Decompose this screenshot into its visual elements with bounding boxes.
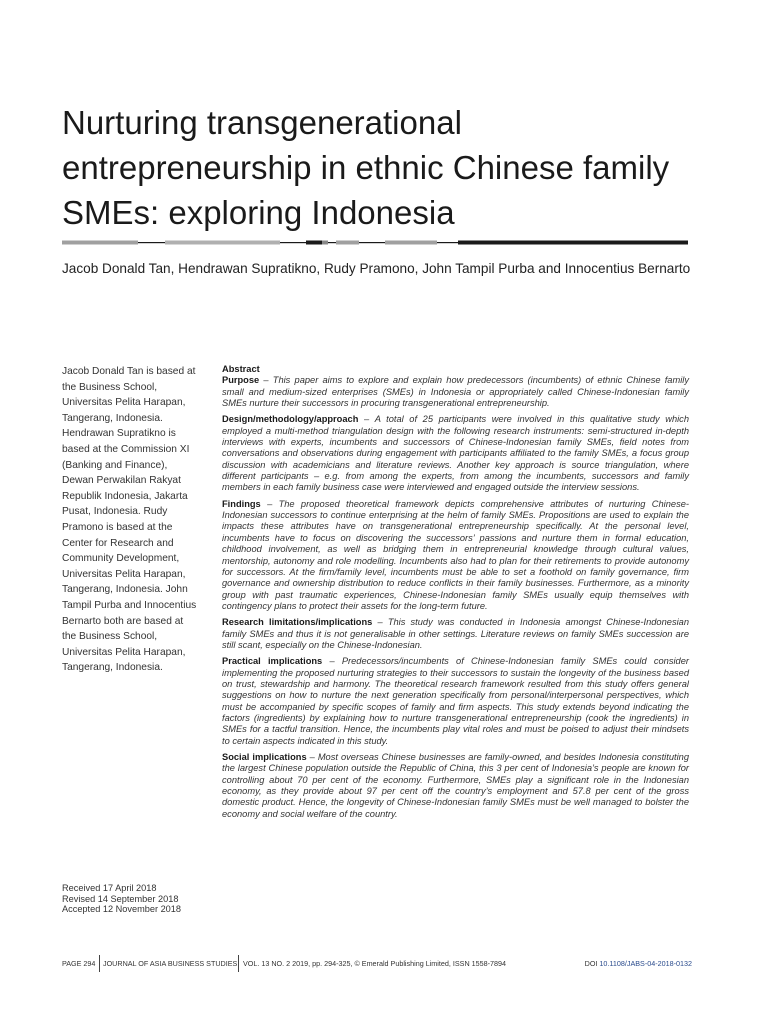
accepted-date: Accepted 12 November 2018 [62, 904, 182, 915]
section-text: The proposed theoretical framework depicts comprehensive attributes of nurturing Chinese-Indonesian successors to continue enterprising at the helm of family SMEs. Propositions are used to explain the impacts these attributes have on transgenerational entrepreneurship specifically. At the personal level, incumbents have to focus on discovering the successors’ passions and nurture them in formal education, childhood involvement, as well as bridging them in entrepreneurial knowledge through cultural values, mentorship, autonomy and role modelling. Incumbents also had to plan for their retirements to provide autonomy for successors. At the firm/family level, incumbents must be able to set a foothold on family governance, firm governance and ownership distribution to reduce conflicts in their family businesses. Furthermore, as a minority group with past traumatic experiences, Chinese-Indonesian family SMEs usually equip themselves with contingency plans to protect their assets for the long-term future. [222, 498, 689, 611]
section-text: This study was conducted in Indonesia amongst Chinese-Indonesian family SMEs and thus it is not generalisable in other settings. Literature reviews on family SMEs succession are still scant, especially on the Chinese-Indonesian. [222, 617, 689, 650]
doi-prefix: DOI [584, 959, 598, 968]
section-text: Predecessors/incumbents of Chinese-Indonesian family SMEs could consider implementing the proposed nurturing strategies to their successors to sustain the longevity of the business based on trust, stewardship and harmony. The theoretical research framework resulted from this study offers general suggestions on how to nurture the next generation specifically from personal/interpersonal perspectives, which must be accompanied by specific scopes of family and firm aspects. This study extends beyond indicating the factors (ingredients) by explaining how to nurture transgenerational entrepreneurship (cook the ingredients) in SMEs for a tactful transition. Hence, the incumbents play vital roles and must be poised to adjust their mindsets to certain aspects indicated in this study. [222, 656, 689, 746]
abstract-purpose: Purpose – This paper aims to explore and explain how predecessors (incumbents) of ethnic Chinese family small and medium-sized enterprises (SMEs) in Indonesia or appropriately called Chinese-Indonesian family SMEs nurture their successors in procuring transgenerational entrepreneurship. [222, 375, 689, 409]
section-text: Most overseas Chinese businesses are family-owned, and besides Indonesia constituting the largest Chinese population outside the Republic of China, this 3 per cent of Indonesia’s people are known for controlling about 70 per cent of the economy. Furthermore, SMEs play a significant role in the Indonesian economy, as they provide about 97 per cent off the country’s employment and 57.8 per cent of the gross domestic product. Hence, the longevity of Chinese-Indonesian family SMEs must be well managed to bolster the economy and social welfare of the country. [222, 752, 689, 819]
section-label: Findings [222, 498, 261, 509]
section-label: Practical implications [222, 656, 323, 667]
section-label: Social implications [222, 752, 307, 762]
section-label: Design/methodology/approach [222, 414, 359, 425]
received-date: Received 17 April 2018 [62, 883, 157, 893]
page-footer [62, 955, 692, 971]
author-list: Jacob Donald Tan, Hendrawan Supratikno, Rudy Pramono, John Tampil Purba and Innocentius Bernarto [62, 261, 691, 276]
doi [585, 959, 692, 968]
footer-divider [99, 955, 100, 972]
article-dates [62, 883, 212, 915]
abstract [222, 364, 689, 825]
page-number: PAGE 294 [62, 959, 96, 968]
section-label: Research limitations/implications [222, 617, 373, 628]
abstract-design: Design/methodology/approach – A total of 25 participants were involved in this qualitative study which employed a multi-method triangulation design with the following research instruments: semi-structured in-depth interviews with experts, incumbents and successors of Chinese-Indonesian family SMEs, field notes from conversations and observations during engagement with participants affiliated to the family SMEs, a focus group discussion with academicians and literature reviews. Another key approach is source triangulation, where different participants – e.g. from among the experts, from among the incumbents, successors and family members in each family business case were interviewed and engaged outside the interview sessions. [222, 414, 689, 493]
abstract-heading: Abstract [222, 364, 260, 374]
abstract-practical: Practical implications – Predecessors/incumbents of Chinese-Indonesian family SMEs could consider implementing the proposed nurturing strategies to their successors to sustain the longevity of the business based on trust, stewardship and harmony. The theoretical research framework resulted from this study offers general suggestions on how to nurture the next generation specifically from personal/interpersonal perspectives, which must be accompanied by specific scopes of family and firm aspects. This study extends beyond indicating the factors (ingredients) by explaining how to nurture transgenerational entrepreneurship (cook the ingredients) in SMEs for a tactful transition. Hence, the incumbents play vital roles and must be poised to adjust their mindsets to certain aspects indicated in this study. [222, 656, 689, 746]
abstract-findings: Findings – The proposed theoretical framework depicts comprehensive attributes of nurturing Chinese-Indonesian successors to continue enterprising at the helm of family SMEs. Propositions are used to explain the impacts these attributes have on transgenerational entrepreneurship specifically. At the personal level, incumbents have to focus on discovering the successors’ passions and nurture them in formal education, childhood involvement, as well as bridging them in entrepreneurial knowledge through cultural values, mentorship, autonomy and role modelling. Incumbents also had to plan for their retirements to provide autonomy for successors. At the firm/family level, incumbents must be able to set a foothold on family governance, firm governance and ownership distribution to reduce conflicts in their family businesses. Furthermore, as a minority group with past traumatic experiences, Chinese-Indonesian family SMEs usually equip themselves with contingency plans to protect their assets for the long-term future. [222, 498, 689, 611]
abstract-social: Social implications – Most overseas Chinese businesses are family-owned, and besides Indonesia constituting the largest Chinese population outside the Republic of China, this 3 per cent of Indonesia’s people are known for controlling about 70 per cent of the economy. Furthermore, SMEs play a significant role in the Indonesian economy, as they provide about 97 per cent off the country’s employment and 57.8 per cent of the gross domestic product. Hence, the longevity of Chinese-Indonesian family SMEs must be well managed to bolster the economy and social welfare of the country. [222, 752, 689, 819]
section-label: Purpose [222, 375, 260, 386]
journal-name: JOURNAL OF ASIA BUSINESS STUDIES [103, 959, 238, 968]
volume-info: VOL. 13 NO. 2 2019, pp. 294-325, © Emerald Publishing Limited, ISSN 1558-7894 [243, 959, 507, 968]
abstract-limitations: Research limitations/implications – This study was conducted in Indonesia amongst Chinese-Indonesian family SMEs and thus it is not generalisable in other settings. Literature reviews on family SMEs succession are still scant, especially on the Chinese-Indonesian. [222, 617, 689, 650]
revised-date: Revised 14 September 2018 [62, 893, 179, 904]
doi-link[interactable]: 10.1108/JABS-04-2018-0132 [599, 959, 692, 968]
article-title: Nurturing transgenerational entrepreneurship in ethnic Chinese family SMEs: exploring Indonesia [62, 104, 670, 231]
section-text: This paper aims to explore and explain how predecessors (incumbents) of ethnic Chinese family small and medium-sized enterprises (SMEs) in Indonesia or appropriately called Chinese-Indonesian family SMEs nurture their successors in procuring transgenerational entrepreneurship. [222, 375, 689, 409]
footer-divider [238, 955, 239, 972]
author-affiliations: Jacob Donald Tan is based at the Business School, Universitas Pelita Harapan, Tangerang, Indonesia. Hendrawan Supratikno is based at the Commission XI (Banking and Finance), Dewan Perwakilan Rakyat Republik Indonesia, Jakarta Pusat, Indonesia. Rudy Pramono is based at the Center for Research and Community Development, Universitas Pelita Harapan, Tangerang, Indonesia. John Tampil Purba and Innocentius Bernarto both are based at the Business School, Universitas Pelita Harapan, Tangerang, Indonesia. [62, 366, 197, 674]
decorative-title-rule [62, 239, 688, 247]
section-text: A total of 25 participants were involved in this qualitative study which employed a multi-method triangulation design with the following research instruments: semi-structured in-depth interviews with experts, incumbents and successors of Chinese-Indonesian family SMEs, field notes from conversations and observations during engagement with participants affiliated to the family SMEs, a focus group discussion with academicians and literature reviews. Another key approach is source triangulation, where different participants – e.g. from among the experts, from among the incumbents, successors and family members in each family business case were interviewed and engaged outside the interview sessions. [222, 414, 689, 493]
